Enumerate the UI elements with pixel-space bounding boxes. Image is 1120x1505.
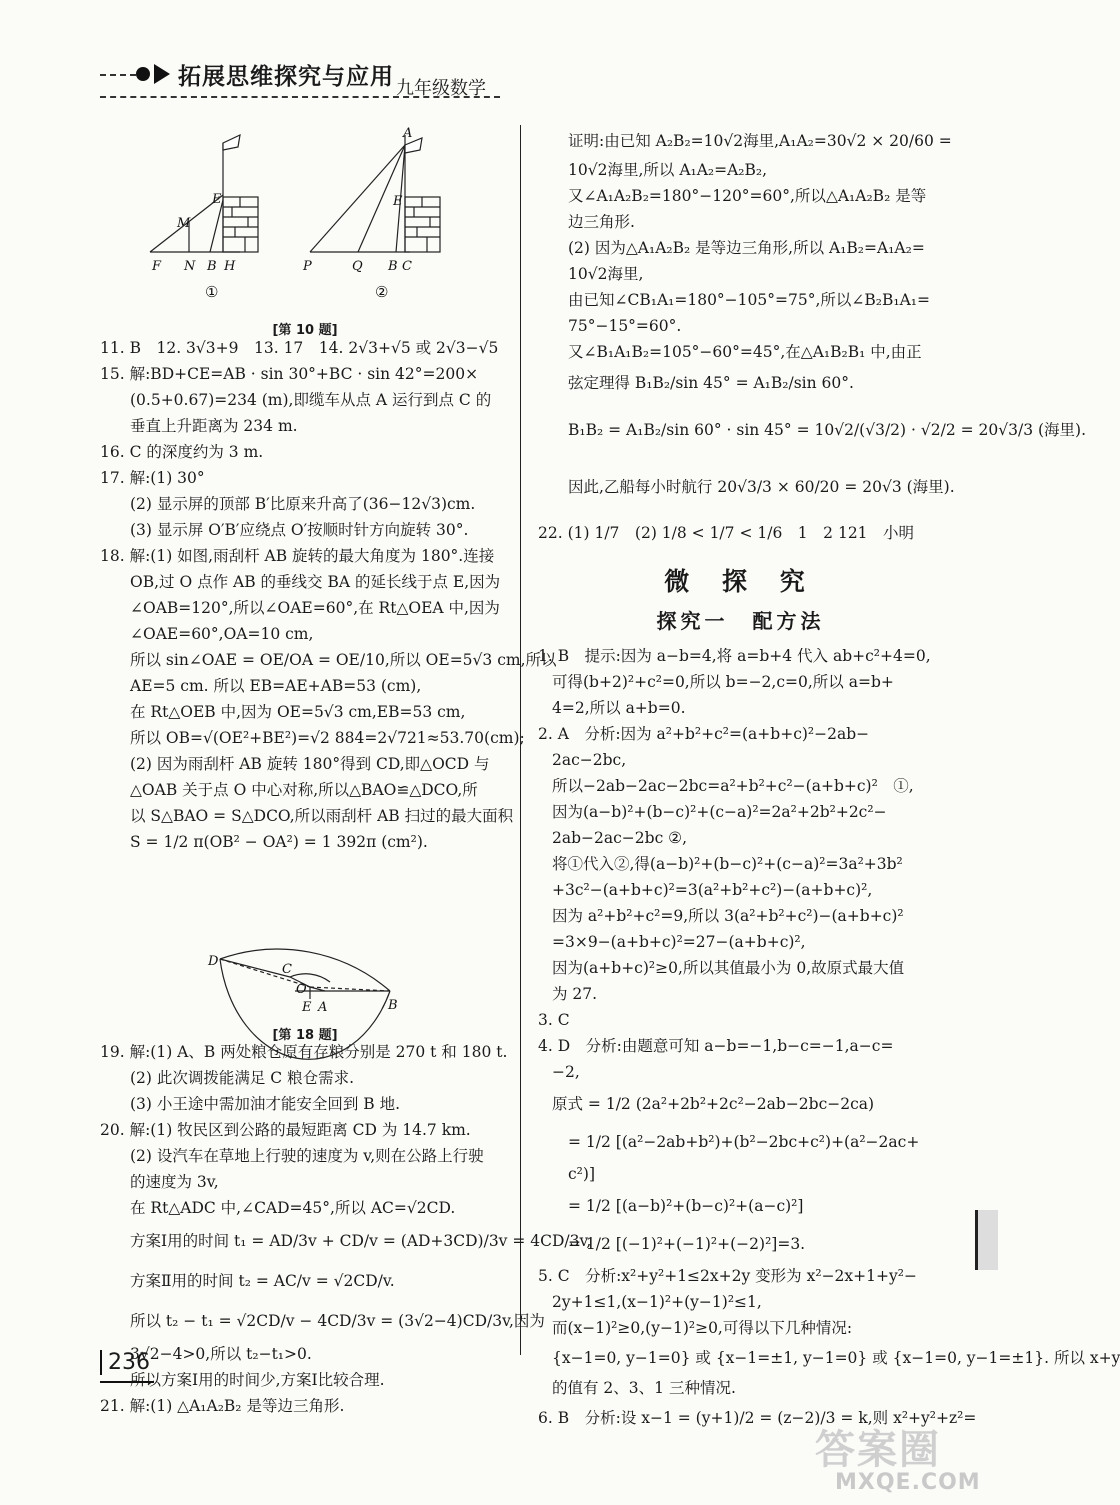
- figure-10-caption: [第 10 题]: [272, 323, 338, 338]
- fig10-sub-2: ②: [375, 283, 389, 301]
- answer-line: = 1/2 [(a−b)²+(b−c)²+(a−c)²]: [568, 1197, 804, 1215]
- answer-line: 19. 解:(1) A、B 两处粮仓原有存粮分别是 270 t 和 180 t.: [100, 1043, 508, 1061]
- page-number-rule: [100, 1381, 154, 1383]
- answer-line: (3) 显示屏 O′B′应绕点 O′按顺时针方向旋转 30°.: [130, 521, 469, 539]
- answer-line: 75°−15°=60°.: [568, 317, 682, 335]
- answer-line: 2ac−2bc,: [552, 751, 627, 769]
- answer-line: 又∠A₁A₂B₂=180°−120°=60°,所以△A₁A₂B₂ 是等: [568, 187, 927, 205]
- watermark-logo: 答案圈: [815, 1427, 941, 1473]
- figure-10: [100, 125, 510, 338]
- header-dot-icon: [136, 67, 150, 81]
- section-title: 微 探 究: [664, 567, 817, 596]
- answer-line: =3×9−(a+b+c)²=27−(a+b+c)²,: [552, 933, 806, 951]
- fig10b-label-P: P: [303, 259, 312, 274]
- answer-line: +3c²−(a+b+c)²=3(a²+b²+c²)−(a+b+c)²,: [552, 881, 873, 899]
- fig10-label-E: E: [212, 192, 222, 207]
- figure-18-diagram: [100, 859, 510, 1019]
- answer-line: S = 1/2 π(OB² − OA²) = 1 392π (cm²).: [130, 833, 428, 851]
- answer-line: (3) 小王途中需加油才能安全回到 B 地.: [130, 1095, 401, 1113]
- fig18-label-C: C: [282, 962, 292, 977]
- answer-line: c²)]: [568, 1165, 595, 1183]
- answer-line: 所以 sin∠OAE = OE/OA = OE/10,所以 OE=5√3 cm,所以: [130, 651, 557, 669]
- fig18-label-B: B: [388, 998, 398, 1013]
- answer-line: 因为 a²+b²+c²=9,所以 3(a²+b²+c²)−(a+b+c)²: [552, 907, 904, 925]
- answer-line: {x−1=0, y−1=0} 或 {x−1=±1, y−1=0} 或 {x−1=0, y−1=±1}. 所以 x+y: [552, 1349, 1120, 1367]
- section-subtitle: 探究一 配方法: [656, 609, 825, 633]
- answer-line: 垂直上升距离为 234 m.: [130, 417, 298, 435]
- fig10-label-B: B: [207, 259, 217, 274]
- answer-line: 2y+1≤1,(x−1)²+(y−1)²≤1,: [552, 1293, 762, 1311]
- figure-10-diagram: [100, 125, 510, 310]
- fig10-label-N: N: [184, 259, 196, 274]
- answer-line: 5. C 分析:x²+y²+1≤2x+2y 变形为 x²−2x+1+y²−: [538, 1267, 917, 1285]
- fig10b-label-Q: Q: [352, 259, 363, 274]
- answer-line: 3√2−4>0,所以 t₂−t₁>0.: [130, 1345, 312, 1363]
- watermark-url: MXQE.COM: [835, 1470, 981, 1495]
- answer-line: (2) 此次调拨能满足 C 粮仓需求.: [130, 1069, 355, 1087]
- answer-line: 因为(a−b)²+(b−c)²+(c−a)²=2a²+2b²+2c²−: [552, 803, 887, 821]
- header-rule: [100, 96, 500, 98]
- answer-line: 15. 解:BD+CE=AB · sin 30°+BC · sin 42°=200×: [100, 365, 479, 383]
- answer-line: 16. C 的深度约为 3 m.: [100, 443, 264, 461]
- answer-line: 在 Rt△OEB 中,因为 OE=5√3 cm,EB=53 cm,: [130, 703, 466, 721]
- book-grade: 九年级数学: [396, 78, 486, 99]
- answer-line: OB,过 O 点作 AB 的垂线交 BA 的延长线于点 E,因为: [130, 573, 501, 591]
- page-number: 236: [100, 1350, 150, 1375]
- answer-line: 10√2海里,: [568, 265, 644, 283]
- answer-line: (0.5+0.67)=234 (m),即缆车从点 A 运行到点 C 的: [130, 391, 492, 409]
- answer-line: 方案Ⅱ用的时间 t₂ = AC/v = √2CD/v.: [130, 1272, 395, 1290]
- answer-line: 原式 = 1/2 (2a²+2b²+2c²−2ab−2bc−2ca): [552, 1095, 875, 1113]
- answer-line: ∠OAB=120°,所以∠OAE=60°,在 Rt△OEA 中,因为: [130, 599, 500, 617]
- fig18-label-D: D: [208, 954, 219, 969]
- right-column: [538, 125, 1120, 1435]
- answer-line: 的值有 2、3、1 三种情况.: [552, 1379, 736, 1397]
- answer-line: 由已知∠CB₁A₁=180°−105°=75°,所以∠B₂B₁A₁=: [568, 291, 930, 309]
- answer-line: 2ab−2ac−2bc ②,: [552, 829, 687, 847]
- fig10-label-F: F: [152, 259, 162, 274]
- answer-line: △OAB 关于点 O 中心对称,所以△BAO≌△DCO,所: [130, 781, 478, 799]
- answer-line: 2. A 分析:因为 a²+b²+c²=(a+b+c)²−2ab−: [538, 725, 870, 743]
- answer-line: 所以 t₂ − t₁ = √2CD/v − 4CD/3v = (3√2−4)CD/3v,因为: [130, 1312, 545, 1330]
- answer-line: 因为(a+b+c)²≥0,所以其值最小为 0,故原式最大值: [552, 959, 905, 977]
- answer-line: (2) 设汽车在草地上行驶的速度为 v,则在公路上行驶: [130, 1147, 484, 1165]
- answer-line: 17. 解:(1) 30°: [100, 469, 205, 487]
- fig10b-label-A: A: [403, 126, 413, 141]
- answer-line: 将①代入②,得(a−b)²+(b−c)²+(c−a)²=3a²+3b²: [552, 855, 903, 873]
- figure-18-caption: [第 18 题]: [272, 1028, 338, 1043]
- answer-line: AE=5 cm. 所以 EB=AE+AB=53 (cm),: [130, 677, 422, 695]
- answer-line: 边三角形.: [568, 213, 635, 231]
- page-header: [100, 58, 500, 104]
- answer-line: 10√2海里,所以 A₁A₂=A₂B₂,: [568, 161, 768, 179]
- answer-line: −2,: [552, 1063, 580, 1081]
- answer-line: 可得(b+2)²+c²=0,所以 b=−2,c=0,所以 a=b+: [552, 673, 894, 691]
- answer-line: 所以方案Ⅰ用的时间少,方案Ⅰ比较合理.: [130, 1371, 385, 1389]
- header-arrow-icon: [154, 64, 170, 84]
- answer-line: 1. B 提示:因为 a−b=4,将 a=b+4 代入 ab+c²+4=0,: [538, 647, 931, 665]
- answer-line: 6. B 分析:设 x−1 = (y+1)/2 = (z−2)/3 = k,则 x²+y²+z²=: [538, 1409, 977, 1427]
- answer-line: 11. B 12. 3√3+9 13. 17 14. 2√3+√5 或 2√3−√5: [100, 339, 499, 357]
- answer-line: B₁B₂ = A₁B₂/sin 60° · sin 45° = 10√2/(√3/2) · √2/2 = 20√3/3 (海里).: [568, 421, 1087, 439]
- answer-line: 4=2,所以 a+b=0.: [552, 699, 686, 717]
- answer-line: 而(x−1)²≥0,(y−1)²≥0,可得以下几种情况:: [552, 1319, 853, 1337]
- answer-line: ∠OAE=60°,OA=10 cm,: [130, 625, 314, 643]
- answer-line: (2) 因为△A₁A₂B₂ 是等边三角形,所以 A₁B₂=A₁A₂=: [568, 239, 925, 257]
- answer-line: (2) 显示屏的顶部 B′比原来升高了(36−12√3)cm.: [130, 495, 476, 513]
- answer-line: 弦定理得 B₁B₂/sin 45° = A₁B₂/sin 60°.: [568, 374, 854, 392]
- answer-line: 21. 解:(1) △A₁A₂B₂ 是等边三角形.: [100, 1397, 345, 1415]
- fig10b-label-E: E: [393, 194, 403, 209]
- answer-line: 因此,乙船每小时航行 20√3/3 × 60/20 = 20√3 (海里).: [568, 478, 955, 496]
- answer-line: 以 S△BAO = S△DCO,所以雨刮杆 AB 扫过的最大面积: [130, 807, 514, 825]
- fig18-label-A: A: [318, 1000, 328, 1015]
- answer-line: (2) 因为雨刮杆 AB 旋转 180°得到 CD,即△OCD 与: [130, 755, 490, 773]
- answer-line: 证明:由已知 A₂B₂=10√2海里,A₁A₂=30√2 × 20/60 =: [568, 132, 952, 150]
- page-edge-tab: [975, 1210, 998, 1270]
- fig18-label-O: O: [296, 982, 307, 997]
- fig18-label-E: E: [302, 1000, 312, 1015]
- answer-line: 4. D 分析:由题意可知 a−b=−1,b−c=−1,a−c=: [538, 1037, 894, 1055]
- book-series-title: 拓展思维探究与应用: [178, 64, 394, 90]
- fig10b-label-C: C: [402, 259, 412, 274]
- answer-line: 在 Rt△ADC 中,∠CAD=45°,所以 AC=√2CD.: [130, 1199, 456, 1217]
- answer-line: 的速度为 3v,: [130, 1173, 219, 1191]
- fig10b-label-B: B: [388, 259, 398, 274]
- answer-line: 方案Ⅰ用的时间 t₁ = AD/3v + CD/v = (AD+3CD)/3v = 4CD/3v,: [130, 1232, 592, 1250]
- answer-line: 所以 OB=√(OE²+BE²)=√2 884=2√721≈53.70(cm);: [130, 729, 525, 747]
- answer-line: 又∠B₁A₁B₂=105°−60°=45°,在△A₁B₂B₁ 中,由正: [568, 343, 922, 361]
- answer-line: = 1/2 [(a²−2ab+b²)+(b²−2bc+c²)+(a²−2ac+: [568, 1133, 920, 1151]
- answer-line: 所以−2ab−2ac−2bc=a²+b²+c²−(a+b+c)² ①,: [552, 777, 914, 795]
- answer-line: 20. 解:(1) 牧民区到公路的最短距离 CD 为 14.7 km.: [100, 1121, 471, 1139]
- header-dash-decoration: [100, 74, 136, 76]
- fig10-label-M: M: [177, 216, 191, 231]
- fig10-sub-1: ①: [205, 283, 219, 301]
- answer-line: 3. C: [538, 1011, 570, 1029]
- fig10-label-H: H: [224, 259, 236, 274]
- answer-line: = 1/2 [(−1)²+(−1)²+(−2)²]=3.: [568, 1235, 806, 1253]
- answer-line: 为 27.: [552, 985, 598, 1003]
- figure-18: [100, 859, 510, 1043]
- answer-line: 18. 解:(1) 如图,雨刮杆 AB 旋转的最大角度为 180°.连接: [100, 547, 495, 565]
- answer-line: 22. (1) 1/7 (2) 1/8 < 1/7 < 1/6 1 2 121 小明: [538, 524, 915, 542]
